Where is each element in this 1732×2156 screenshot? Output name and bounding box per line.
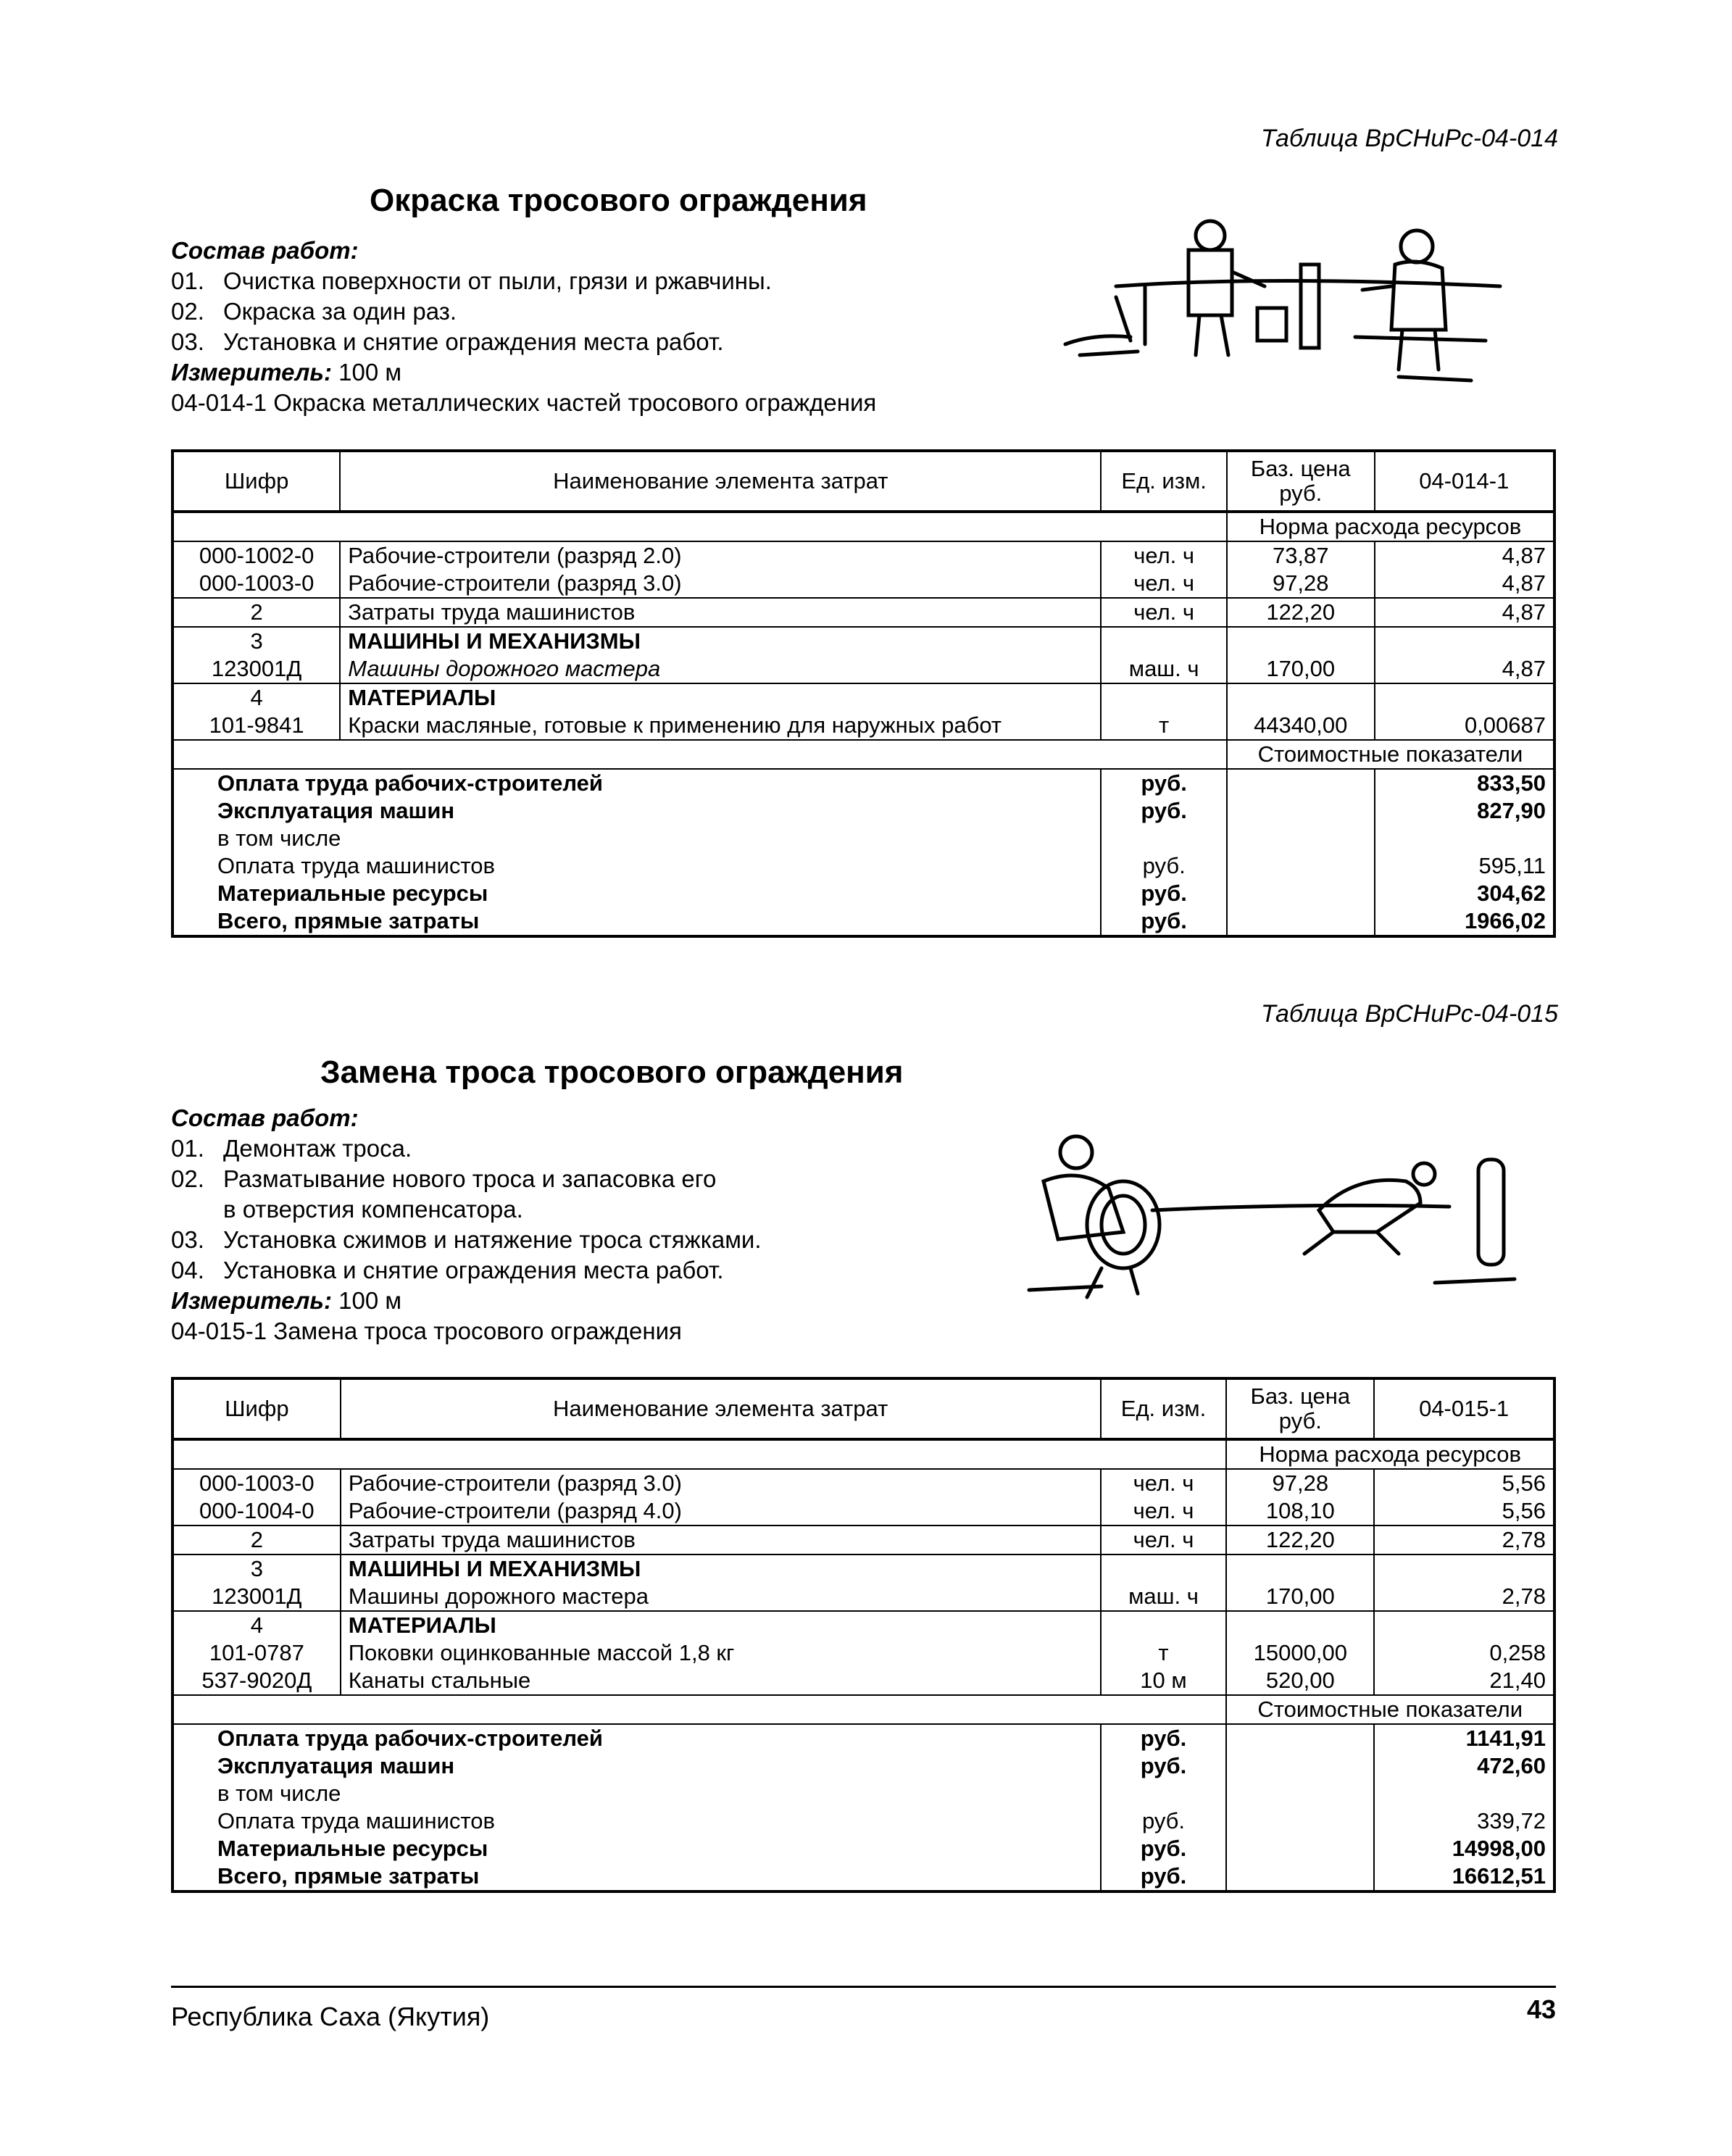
step-item: 02. Окраска за один раз. — [171, 298, 457, 325]
step-item: 01. Демонтаж троса. — [171, 1135, 412, 1162]
composition-label: Состав работ: — [171, 1104, 359, 1131]
composition-block — [171, 1103, 762, 1347]
cost-row: Материальные ресурсы руб. 304,62 — [172, 880, 1554, 907]
cost-row: Оплата труда рабочих-строителей руб. 1141,91 — [172, 1724, 1554, 1752]
table-header-row — [172, 451, 1554, 512]
meter-line: Измеритель: 100 м — [171, 359, 402, 386]
cost-row: Оплата труда машинистов руб. 595,11 — [172, 852, 1554, 880]
composition-label: Состав работ: — [171, 237, 359, 264]
norm-header: Норма расхода ресурсов — [1226, 1439, 1554, 1469]
cost-row: в том числе — [172, 825, 1554, 852]
cost-row: в том числе — [172, 1780, 1554, 1807]
table-row: 4 МАТЕРИАЛЫ — [172, 1611, 1554, 1639]
table-row: 3 МАШИНЫ И МЕХАНИЗМЫ — [172, 627, 1554, 655]
cost-row: Оплата труда машинистов руб. 339,72 — [172, 1807, 1554, 1835]
cost-row: Оплата труда рабочих-строителей руб. 833,50 — [172, 769, 1554, 797]
composition-block — [171, 236, 876, 418]
cost-header: Стоимостные показатели — [1226, 1695, 1554, 1724]
cost-header: Стоимостные показатели — [1227, 740, 1554, 769]
table-row: 123001Д Машины дорожного мастера маш. ч 170,00 4,87 — [172, 655, 1554, 683]
step-item: 02. Разматывание нового троса и запасовка его — [171, 1165, 717, 1192]
cost-row: Всего, прямые затраты руб. 1966,02 — [172, 907, 1554, 936]
footer-region: Республика Саха (Якутия) — [171, 2002, 490, 2031]
cost-row: Эксплуатация машин руб. 472,60 — [172, 1752, 1554, 1780]
cost-table — [171, 449, 1556, 938]
table-row: 000-1004-0 Рабочие-строители (разряд 4.0) чел. ч 108,10 5,56 — [172, 1497, 1554, 1526]
table-row: 537-9020Д Канаты стальные 10 м 520,00 21,40 — [172, 1667, 1554, 1695]
cost-header-row — [172, 740, 1554, 769]
code-line: 04-014-1 Окраска металлических частей тросового ограждения — [171, 389, 877, 416]
step-item: 03. Установка сжимов и натяжение троса стяжками. — [171, 1226, 762, 1253]
table-row: 3 МАШИНЫ И МЕХАНИЗМЫ — [172, 1554, 1554, 1583]
footer-rule — [171, 1986, 1556, 1988]
table-row: 101-0787 Поковки оцинкованные массой 1,8 кг т 15000,00 0,258 — [172, 1639, 1554, 1667]
step-item: в отверстия компенсатора. — [223, 1196, 523, 1223]
header-name: Наименование элемента затрат — [341, 1378, 1101, 1439]
header-code: Шифр — [172, 451, 340, 512]
painting-workers-illustration — [1051, 207, 1522, 395]
table-ref: Таблица ВрСНиРс-04-014 — [1260, 125, 1558, 152]
page-number: 43 — [1526, 1994, 1556, 2024]
norm-header-row — [172, 1439, 1554, 1469]
table-row: 000-1003-0 Рабочие-строители (разряд 3.0) чел. ч 97,28 4,87 — [172, 570, 1554, 598]
norm-header-row — [172, 512, 1554, 541]
table-row: 101-9841 Краски масляные, готовые к применению для наружных работ т 44340,00 0,00687 — [172, 712, 1554, 740]
header-col: 04-015-1 — [1374, 1378, 1554, 1439]
header-code: Шифр — [172, 1378, 341, 1439]
cost-row: Всего, прямые затраты руб. 16612,51 — [172, 1862, 1554, 1891]
table-ref: Таблица ВрСНиРс-04-015 — [1260, 1000, 1558, 1028]
table-row: 4 МАТЕРИАЛЫ — [172, 683, 1554, 712]
cost-table — [171, 1377, 1556, 1893]
table-row: 2 Затраты труда машинистов чел. ч 122,20 4,87 — [172, 598, 1554, 627]
step-item: 03. Установка и снятие ограждения места работ. — [171, 328, 724, 355]
header-unit: Ед. изм. — [1101, 451, 1227, 512]
section-title: Окраска тросового ограждения — [370, 183, 867, 218]
code-line: 04-015-1 Замена троса тросового ограждения — [171, 1318, 682, 1344]
header-price: Баз. цена руб. — [1226, 1378, 1374, 1439]
meter-line: Измеритель: 100 м — [171, 1287, 402, 1314]
table-row: 000-1002-0 Рабочие-строители (разряд 2.0) чел. ч 73,87 4,87 — [172, 541, 1554, 570]
header-col: 04-014-1 — [1375, 451, 1554, 512]
table-row: 000-1003-0 Рабочие-строители (разряд 3.0) чел. ч 97,28 5,56 — [172, 1469, 1554, 1497]
section-title: Замена троса тросового ограждения — [320, 1054, 904, 1090]
cost-header-row — [172, 1695, 1554, 1724]
cost-row: Эксплуатация машин руб. 827,90 — [172, 797, 1554, 825]
cable-pulling-illustration — [1015, 1123, 1522, 1304]
table-row: 123001Д Машины дорожного мастера маш. ч 170,00 2,78 — [172, 1583, 1554, 1611]
header-unit: Ед. изм. — [1101, 1378, 1227, 1439]
cost-row: Материальные ресурсы руб. 14998,00 — [172, 1835, 1554, 1862]
table-row: 2 Затраты труда машинистов чел. ч 122,20 2,78 — [172, 1526, 1554, 1554]
step-item: 01. Очистка поверхности от пыли, грязи и ржавчины. — [171, 267, 772, 294]
table-header-row — [172, 1378, 1554, 1439]
norm-header: Норма расхода ресурсов — [1227, 512, 1554, 541]
header-price: Баз. цена руб. — [1227, 451, 1375, 512]
header-name: Наименование элемента затрат — [340, 451, 1101, 512]
step-item: 04. Установка и снятие ограждения места работ. — [171, 1257, 724, 1283]
